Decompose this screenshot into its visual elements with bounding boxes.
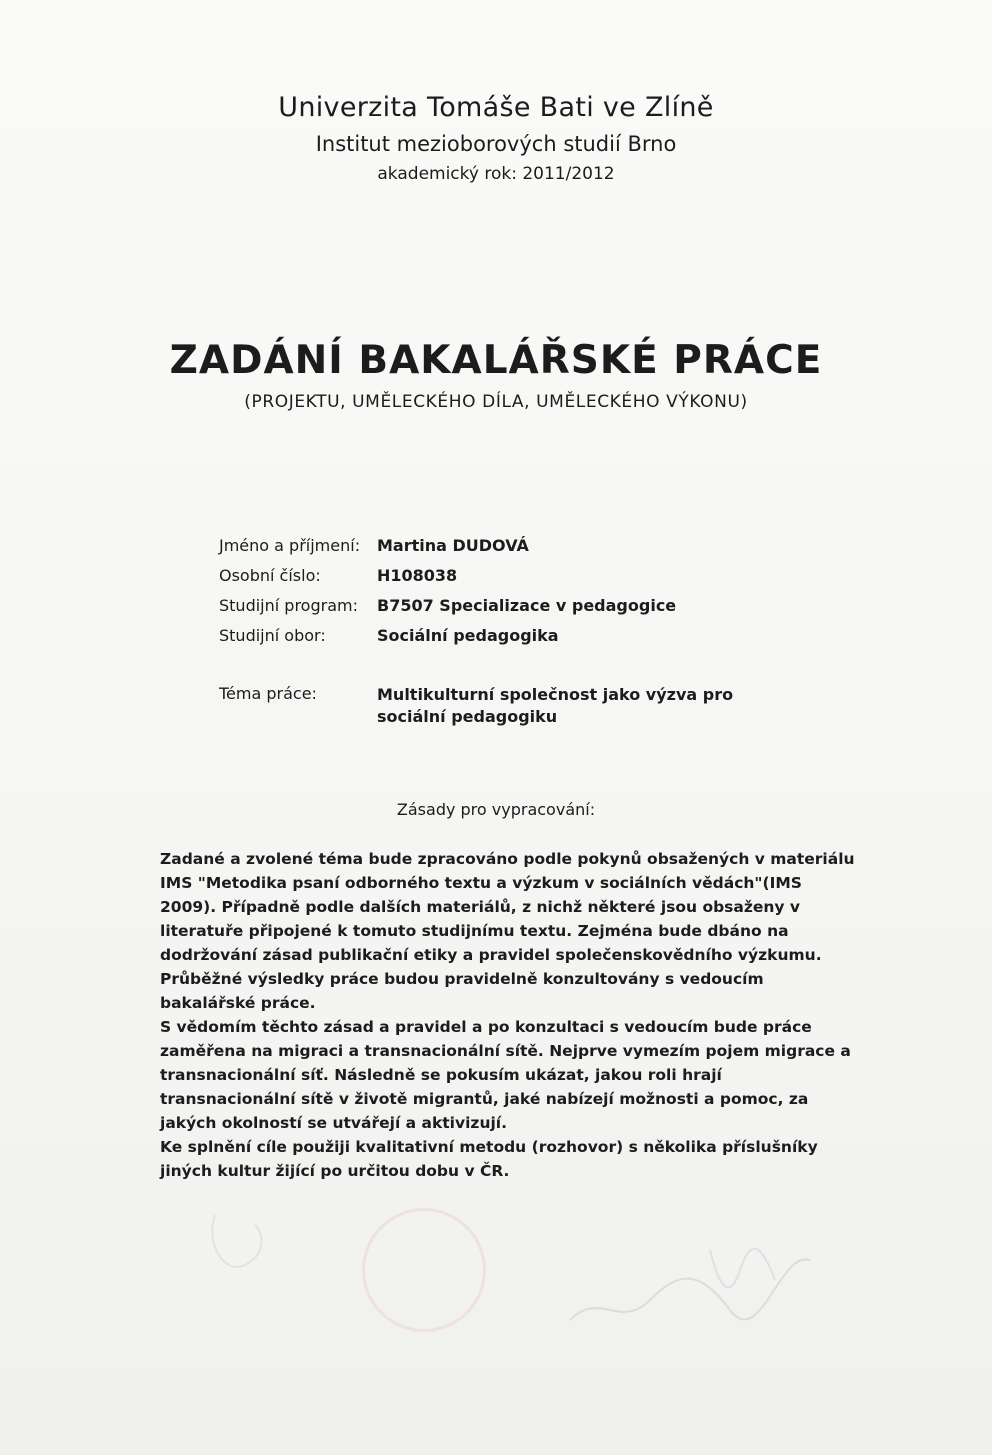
document-subtitle: (PROJEKTU, UMĚLECKÉHO DÍLA, UMĚLECKÉHO VÝKONU) <box>244 392 748 412</box>
field-value: Martina DUDOVÁ <box>377 536 529 555</box>
faint-signature-icon <box>560 1230 820 1340</box>
field-value: Sociální pedagogika <box>377 626 559 645</box>
field-value: B7507 Specializace v pedagogice <box>377 596 677 615</box>
faint-stamp-icon <box>362 1208 486 1332</box>
field-label: Studijní program: <box>219 596 358 615</box>
principles-paragraph: Ke splnění cíle použiji kvalitativní metodu (rozhovor) s několika příslušníky jiných kultur žijící po určitou dobu v ČR. <box>160 1138 818 1180</box>
document-title: ZADÁNÍ BAKALÁŘSKÉ PRÁCE <box>169 338 823 383</box>
university-name: Univerzita Tomáše Bati ve Zlíně <box>278 92 714 123</box>
institute-name: Institut mezioborových studií Brno <box>315 132 677 156</box>
topic-value: Multikulturní společnost jako výzva pro sociální pedagogiku <box>377 685 734 726</box>
faint-initials-icon <box>195 1205 275 1285</box>
field-label: Jméno a příjmení: <box>219 536 361 555</box>
principles-body <box>160 847 860 1183</box>
principles-paragraph: Zadané a zvolené téma bude zpracováno podle pokynů obsažených v materiálu IMS "Metodika psaní odborného textu a výzkum v sociálních vědách"(IMS 2009). Případně podle dalších materiálů, z nichž některé jsou obsaženy v literatuře připojené k tomuto studijnímu textu. Zejména bude dbáno na dodržování zásad publikační etiky a pravidel společenskovědního výzkumu. Průběžné výsledky práce budou pravidelně konzultovány s vedoucím bakalářské práce. <box>160 850 855 1012</box>
principles-paragraph: S vědomím těchto zásad a pravidel a po konzultaci s vedoucím bude práce zaměřena na migraci a transnacionální sítě. Nejprve vymezím pojem migrace a transnacionální síť. Následně se pokusím ukázat, jakou roli hrají transnacionální sítě v životě migrantů, jaké nabízejí možnosti a pomoc, za jakých okolností se utvářejí a aktivizují. <box>160 1018 851 1132</box>
topic-label: Téma práce: <box>219 684 317 703</box>
field-row-field-of-study <box>219 626 676 656</box>
field-row-program <box>219 596 676 626</box>
field-row-personal-number <box>219 566 676 596</box>
thesis-topic <box>219 684 777 728</box>
field-label: Osobní číslo: <box>219 566 321 585</box>
field-row-name <box>219 536 676 566</box>
student-fields <box>219 536 676 656</box>
field-label: Studijní obor: <box>219 626 326 645</box>
field-value: H108038 <box>377 566 458 585</box>
principles-heading: Zásady pro vypracování: <box>396 800 596 819</box>
academic-year: akademický rok: 2011/2012 <box>377 164 615 184</box>
